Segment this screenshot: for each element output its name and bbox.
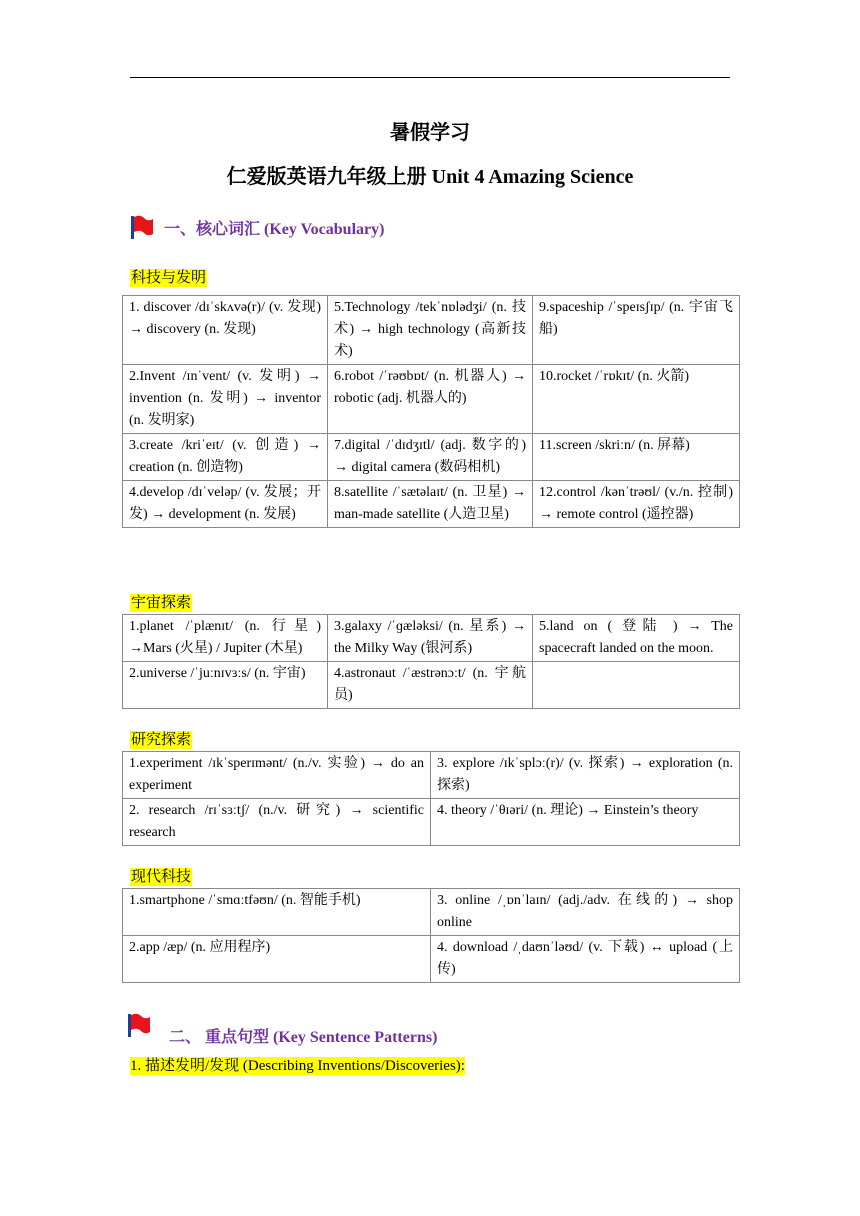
group-title: 科技与发明 (131, 270, 207, 286)
table-cell: 1. discover /dɪˈskʌvə(r)/ (v. 发现) → discovery (n. 发现) (123, 296, 328, 365)
table-cell: 1.smartphone /ˈsmɑːtfəʊn/ (n. 智能手机) (123, 889, 431, 936)
table-row (123, 936, 740, 983)
table-cell: 9.spaceship /ˈspeɪsʃɪp/ (n. 宇宙飞船) (533, 296, 740, 365)
table-cell: 5.Technology /tekˈnɒlədʒi/ (n. 技术) → high technology (高新技术) (328, 296, 533, 365)
table-row (123, 662, 740, 709)
table-cell: 4.astronaut /ˈæstrənɔːt/ (n. 宇航员) (328, 662, 533, 709)
table-cell: 8.satellite /ˈsætəlaɪt/ (n. 卫星) → man-made satellite (人造卫星) (328, 481, 533, 528)
section1-heading-text: 一、核心词汇 (Key Vocabulary) (164, 220, 385, 238)
table-row (123, 296, 740, 365)
vocab-table-tech (122, 295, 740, 528)
table-cell: 2.Invent /ɪnˈvent/ (v. 发明) → invention (n. 发明) → inventor (n. 发明家) (123, 365, 328, 434)
vocab-table-research (122, 751, 740, 846)
flag-icon (130, 214, 154, 240)
table-cell: 10.rocket /ˈrɒkɪt/ (n. 火箭) (533, 365, 740, 434)
group-title: 研究探索 (131, 732, 192, 748)
group-title: 现代科技 (131, 869, 192, 885)
table-row (123, 365, 740, 434)
vocab-table-space (122, 614, 740, 709)
header-rule (130, 77, 730, 78)
table-cell: 6.robot /ˈrəʊbɒt/ (n. 机器人) → robotic (adj. 机器人的) (328, 365, 533, 434)
table-cell: 11.screen /skriːn/ (n. 屏幕) (533, 434, 740, 481)
flag-icon (127, 1012, 151, 1038)
page-subtitle: 仁爱版英语九年级上册 Unit 4 Amazing Science (226, 166, 634, 188)
table-cell: 5.land on ( 登陆 ) → The spacecraft landed on the moon. (533, 615, 740, 662)
section2-heading-text: 二、 重点句型 (Key Sentence Patterns) (169, 1029, 438, 1046)
section1-heading (130, 214, 384, 240)
table-row (123, 889, 740, 936)
pattern-item: 1. 描述发明/发现 (Describing Inventions/Discoveries): (130, 1058, 465, 1074)
table-cell: 3.create /kriˈeɪt/ (v. 创造) → creation (n. 创造物) (123, 434, 328, 481)
table-row (123, 481, 740, 528)
table-cell: 3.galaxy /ˈɡæləksi/ (n. 星系) → the Milky Way (银河系) (328, 615, 533, 662)
table-cell: 3. online /ˌɒnˈlaɪn/ (adj./adv. 在线的) → shop online (431, 889, 740, 936)
vocab-table-modern (122, 888, 740, 983)
table-cell (533, 662, 740, 709)
group-title: 宇宙探索 (131, 595, 192, 611)
table-cell: 1.planet /ˈplænɪt/ (n. 行星) →Mars (火星) / Jupiter (木星) (123, 615, 328, 662)
table-cell: 4. download /ˌdaʊnˈləʊd/ (v. 下载) ↔ upload (上传) (431, 936, 740, 983)
page-title: 暑假学习 (390, 122, 470, 144)
table-cell: 12.control /kənˈtrəʊl/ (v./n. 控制) → remote control (遥控器) (533, 481, 740, 528)
table-row (123, 615, 740, 662)
table-cell: 2. research /rɪˈsɜːtʃ/ (n./v. 研究) → scientific research (123, 799, 431, 846)
table-cell: 4.develop /dɪˈveləp/ (v. 发展；开发) → development (n. 发展) (123, 481, 328, 528)
table-cell: 3. explore /ɪkˈsplɔː(r)/ (v. 探索) → exploration (n. 探索) (431, 752, 740, 799)
table-cell: 7.digital /ˈdɪdʒɪtl/ (adj. 数字的) → digital camera (数码相机) (328, 434, 533, 481)
table-cell: 1.experiment /ɪkˈsperɪmənt/ (n./v. 实验) → do an experiment (123, 752, 431, 799)
table-cell: 2.app /æp/ (n. 应用程序) (123, 936, 431, 983)
table-row (123, 799, 740, 846)
section2-heading (127, 1002, 437, 1047)
table-row (123, 752, 740, 799)
table-cell: 2.universe /ˈjuːnɪvɜːs/ (n. 宇宙) (123, 662, 328, 709)
table-row (123, 434, 740, 481)
table-cell: 4. theory /ˈθɪəri/ (n. 理论) → Einstein’s theory (431, 799, 740, 846)
